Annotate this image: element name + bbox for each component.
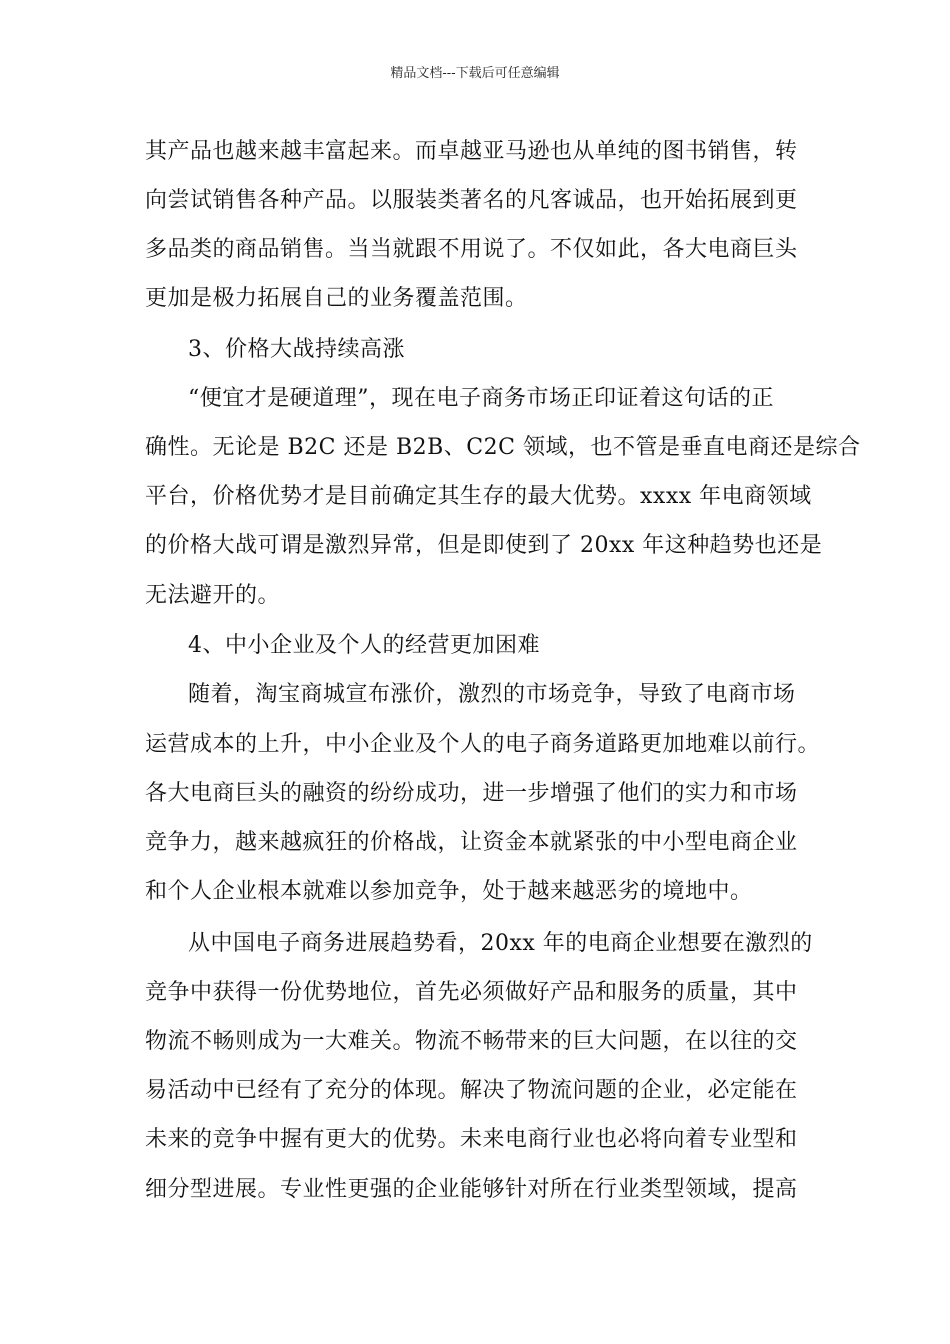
body-text-line: “便宜才是硬道理”，现在电子商务市场正印证着这句话的正: [188, 386, 774, 411]
section-heading: 3、价格大战持续高涨: [188, 337, 405, 362]
body-text-line: 竞争力，越来越疯狂的价格战，让资金本就紧张的中小型电商企业: [145, 830, 798, 855]
section-heading: 4、中小企业及个人的经营更加困难: [188, 633, 540, 658]
body-text-line: 其产品也越来越丰富起来。而卓越亚马逊也从单纯的图书销售，转: [145, 139, 798, 164]
body-text-line: 的价格大战可谓是激烈异常，但是即使到了 20xx 年这种趋势也还是: [145, 533, 823, 558]
body-text-line: 多品类的商品销售。当当就跟不用说了。不仅如此，各大电商巨头: [145, 237, 798, 262]
body-text-line: 物流不畅则成为一大难关。物流不畅带来的巨大问题，在以往的交: [145, 1029, 798, 1054]
page-header: 精品文档---下载后可任意编辑: [390, 66, 560, 81]
body-text-line: 竞争中获得一份优势地位，首先必须做好产品和服务的质量，其中: [145, 980, 798, 1005]
body-text-line: 更加是极力拓展自己的业务覆盖范围。: [145, 286, 528, 311]
body-text-line: 无法避开的。: [145, 583, 281, 608]
body-text-line: 确性。无论是 B2C 还是 B2B、C2C 领域，也不管是垂直电商还是综合: [145, 435, 861, 460]
body-text-line: 平台，价格优势才是目前确定其生存的最大优势。xxxx 年电商领域: [145, 484, 812, 509]
body-text-line: 各大电商巨头的融资的纷纷成功，进一步增强了他们的实力和市场: [145, 781, 798, 806]
body-text-line: 和个人企业根本就难以参加竞争，处于越来越恶劣的境地中。: [145, 879, 753, 904]
body-text-line: 易活动中已经有了充分的体现。解决了物流问题的企业，必定能在: [145, 1078, 798, 1103]
body-text-line: 从中国电子商务进展趋势看，20xx 年的电商企业想要在激烈的: [188, 931, 813, 956]
body-text-line: 向尝试销售各种产品。以服装类著名的凡客诚品，也开始拓展到更: [145, 188, 798, 213]
body-text-line: 随着，淘宝商城宣布涨价，激烈的市场竞争，导致了电商市场: [188, 682, 796, 707]
body-text-line: 未来的竞争中握有更大的优势。未来电商行业也必将向着专业型和: [145, 1127, 798, 1152]
body-text-line: 细分型进展。专业性更强的企业能够针对所在行业类型领域，提高: [145, 1177, 798, 1202]
body-text-line: 运营成本的上升，中小企业及个人的电子商务道路更加地难以前行。: [145, 732, 821, 757]
